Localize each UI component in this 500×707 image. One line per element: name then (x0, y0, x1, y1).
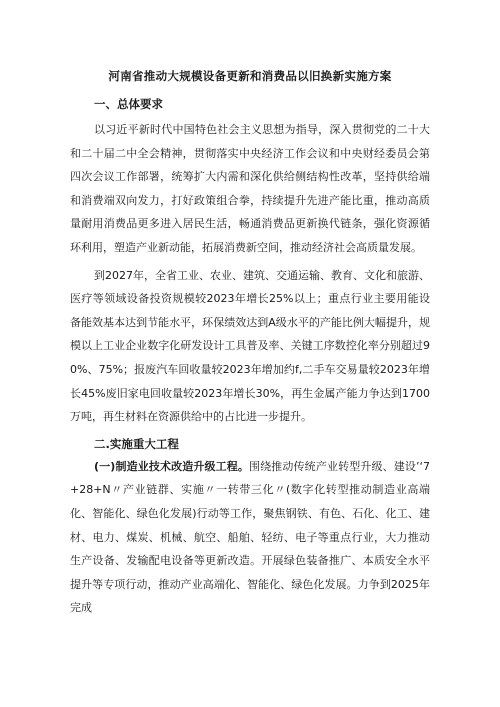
section-heading-major-projects: 二.实施重大工程 (94, 436, 179, 451)
paragraph-guiding-ideology: 以习近平新时代中国特色社会主义思想为指导，深入贯彻党的二十大和二十届二中全会精神，贯彻落实中央经济工作会议和中央财经委员会第四次会议工作部署，统筹扩大内需和深化供给侧结构性改革，坚持供给端和消费端双向发力，打好政策组合拳，持续提升先进产能比重，推动高质量耐用消费品更多进入居民生活，畅通消费品更新换代链条，强化资源循环利用，塑造产业新动能，拓展消费新空间，推动经济社会高质量发展。 (70, 123, 430, 254)
paragraph-body-text: 围绕推动传统产业转型升级、建设’‘7+28+N〃产业链群、实施〃一转带三化〃(数字化转型推动制造业高端化、智能化、绿色化发展)行动等工作，聚焦钢铁、有色、石化、化工、建材、电力、煤炭、机械、航空、船舶、轻纺、电子等重点行业，大力推动生产设备、发输配电设备等更新改造。开展绿色装备推广、本质安全水平提升等专项行动，推动产业高端化、智能化、绿色化发展。力争到2025年完成 (70, 459, 430, 615)
paragraph-manufacturing-upgrade (70, 455, 430, 620)
paragraph-lead-title: (一)制造业技术改造升级工程。 (94, 459, 250, 473)
paragraph-2027-targets: 到2027年，全省工业、农业、建筑、交通运输、教育、文化和旅游、医疗等领域设备投资规模较2023年增长25%以上；重点行业主要用能设备能效基本达到节能水平，环保绩效达到A级水平的产能比例大幅提升，规模以上工业企业数字化研发设计工具普及率、关键工序数控化率分别超过90%、75%；报废汽车回收量较2023年增加约f,二手车交易量较2023年增长45%废旧家电回收量较2023年增长30%，再生金属产能力争达到1700万吨，再生材料在资源供给中的占比进一步提升。 (70, 268, 430, 424)
section-heading-overall-requirements: 一、总体要求 (94, 97, 163, 111)
document-title: 河南省推动大规模设备更新和消费品以旧换新实施方案 (108, 69, 392, 83)
